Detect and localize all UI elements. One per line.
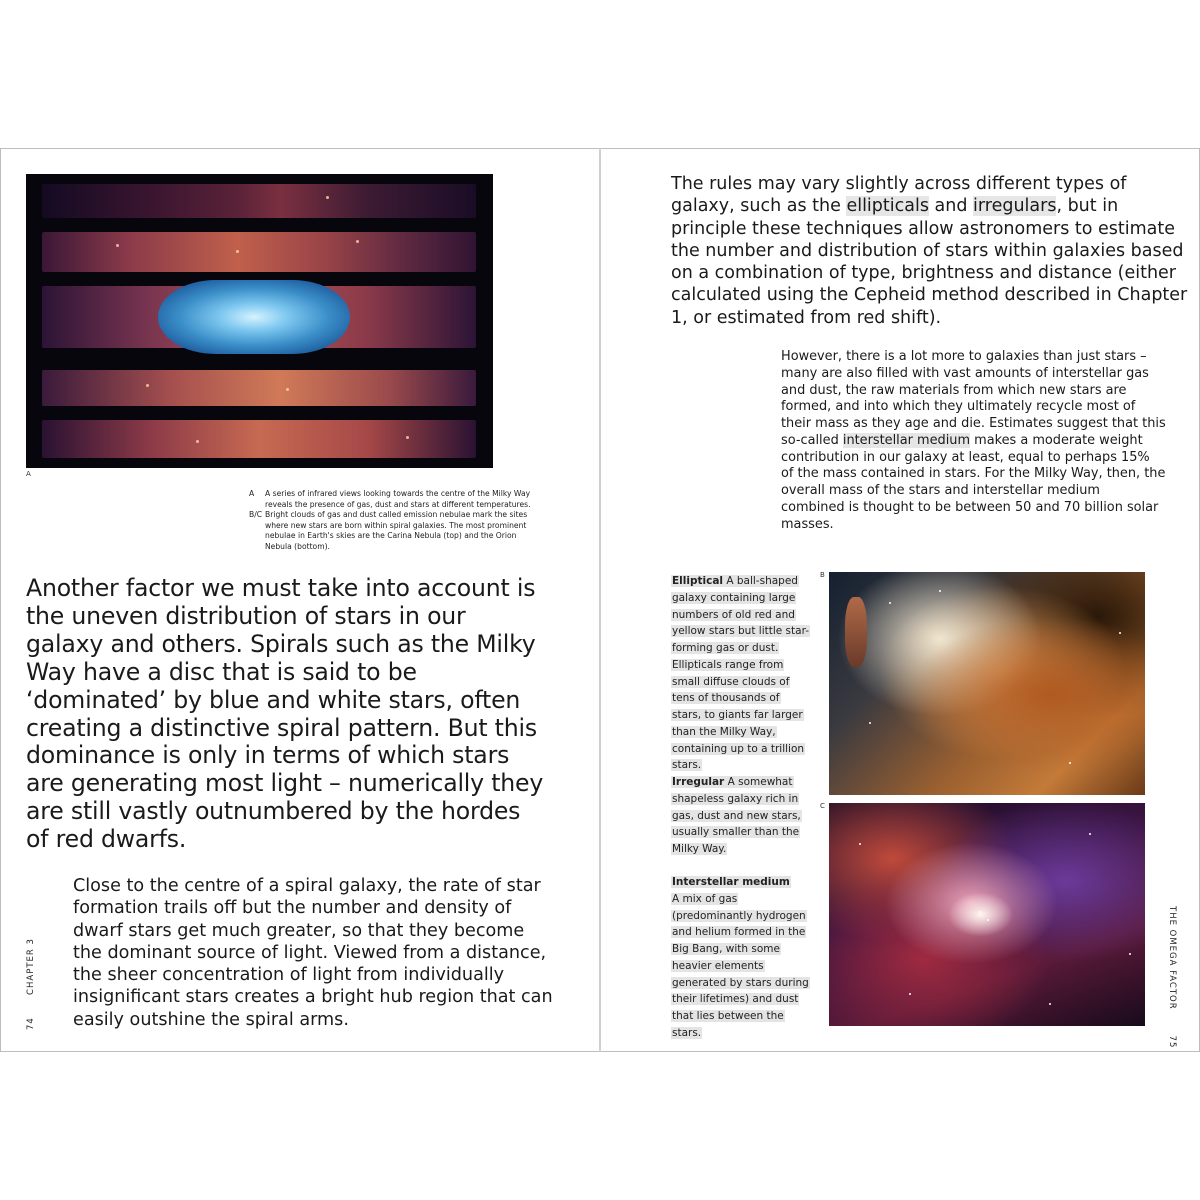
caption-key: B/C <box>249 510 263 520</box>
star <box>987 919 989 921</box>
caption-text: A series of infrared views looking towards the centre of the Milky Way reveals the presence of gas, dust and stars at different temperatures. <box>265 489 531 509</box>
glossary-entry-elliptical <box>671 573 811 774</box>
infrared-strip-5 <box>42 420 476 458</box>
galactic-bulge <box>158 280 350 354</box>
glossary-entry-interstellar-medium <box>671 874 811 1042</box>
highlighted-term-ellipticals: ellipticals <box>846 196 929 217</box>
glossary-term: Irregular <box>672 776 725 788</box>
left-page-number: 74 <box>26 1017 36 1030</box>
body-text: However, there is a lot more to galaxies than just stars – many are also filled with vast amounts of interstellar gas and dust, the raw materials from which new stars are formed, and into which they ultimately recycle most of their mass as they age and die. Estimates suggest that this so-called <box>781 349 1166 448</box>
lead-text: and <box>928 196 974 217</box>
star <box>1119 632 1121 634</box>
star <box>1069 762 1071 764</box>
lead-text: The rules may vary slightly across different types of galaxy, such as the <box>671 174 1127 217</box>
right-running-head: THE OMEGA FACTOR <box>1167 906 1177 1010</box>
caption-text: Bright clouds of gas and dust called emission nebulae mark the sites where new stars are born within spiral galaxies. The most prominent nebulae in Earth's skies are the Carina Nebula (top) and the Orion Nebula (bottom). <box>265 510 528 551</box>
figure-b-letter: B <box>820 571 825 579</box>
body-text: makes a moderate weight contribution in our galaxy at least, equal to perhaps 15% of the mass contained in stars. For the Milky Way, then, the overall mass of the stars and interstellar medium combined is thought to be between 50 and 70 billion solar masses. <box>781 432 1166 532</box>
caption-row-a <box>249 489 539 510</box>
left-folio <box>26 938 36 1030</box>
highlighted-term-irregulars: irregulars <box>973 196 1057 217</box>
glossary-definition: A ball-shaped galaxy containing large numbers of old red and yellow stars but little star-forming gas or dust. Ellipticals range from small diffuse clouds of tens of thousands of stars, to giants far larger than the Milky Way, containing up to a trillion stars. <box>672 575 810 772</box>
right-page-number: 75 <box>1167 1035 1177 1049</box>
star <box>889 602 891 604</box>
star-speck <box>356 240 359 243</box>
left-lead-paragraph: Another factor we must take into account is the uneven distribution of stars in our galaxy and others. Spirals such as the Milky Way have a disc that is said to be ‘dominated’ by blue and white stars, often creating a distinctive spiral pattern. But this dominance is only in terms of which stars are generating most light – numerically they are still vastly outnumbered by the hordes of red dwarfs. <box>26 574 544 854</box>
figure-caption <box>249 489 539 553</box>
carina-nebula-image <box>829 572 1145 795</box>
star <box>1089 833 1091 835</box>
infrared-strip-2 <box>42 232 476 272</box>
glossary-entry-irregular <box>671 774 811 858</box>
star-speck <box>116 244 119 247</box>
figure-c-letter: C <box>820 802 825 810</box>
caption-row-bc <box>249 510 539 552</box>
star <box>939 590 941 592</box>
lead-text: , but in principle these techniques allow astronomers to estimate the number and distribution of stars within galaxies based on a combination of type, brightness and distance (either calculated using the Cepheid method described in Chapter 1, or estimated from red shift). <box>671 196 1188 328</box>
infrared-strip-4 <box>42 370 476 406</box>
glossary-definition: A somewhat shapeless galaxy rich in gas, dust and new stars, usually smaller than the Milky Way. <box>672 776 801 855</box>
left-body-paragraph: Close to the centre of a spiral galaxy, the rate of star formation trails off but the number and density of dwarf stars get much greater, so that they become the dominant source of light. Viewed from a distance, the sheer concentration of light from individually insignificant stars creates a bright hub region that can easily outshine the spiral arms. <box>73 876 553 1030</box>
glossary-term: Interstellar medium <box>672 876 790 888</box>
star <box>1049 1003 1051 1005</box>
right-folio <box>1167 906 1177 1048</box>
orion-nebula-image <box>829 803 1145 1026</box>
dust-pillar <box>845 597 867 667</box>
right-lead-paragraph <box>671 173 1191 329</box>
star <box>979 911 981 913</box>
star-speck <box>236 250 239 253</box>
figure-a-letter: A <box>26 470 31 478</box>
star-speck <box>406 436 409 439</box>
star <box>869 722 871 724</box>
star-speck <box>196 440 199 443</box>
right-body-paragraph <box>781 349 1166 533</box>
left-running-head: CHAPTER 3 <box>26 938 36 995</box>
star-speck <box>326 196 329 199</box>
star-speck <box>146 384 149 387</box>
star <box>1129 953 1131 955</box>
highlighted-term-interstellar-medium: interstellar medium <box>842 432 971 448</box>
infrared-strip-1 <box>42 184 476 218</box>
glossary-definition: A mix of gas (predominantly hydrogen and helium formed in the Big Bang, with some heavier elements generated by stars during their lifetimes) and dust that lies between the stars. <box>672 892 809 1039</box>
caption-key: A <box>249 489 255 498</box>
star <box>859 843 861 845</box>
book-gutter <box>599 148 601 1052</box>
star <box>909 993 911 995</box>
glossary-term: Elliptical <box>672 575 724 587</box>
milky-way-infrared-image <box>26 174 493 468</box>
star-speck <box>286 388 289 391</box>
